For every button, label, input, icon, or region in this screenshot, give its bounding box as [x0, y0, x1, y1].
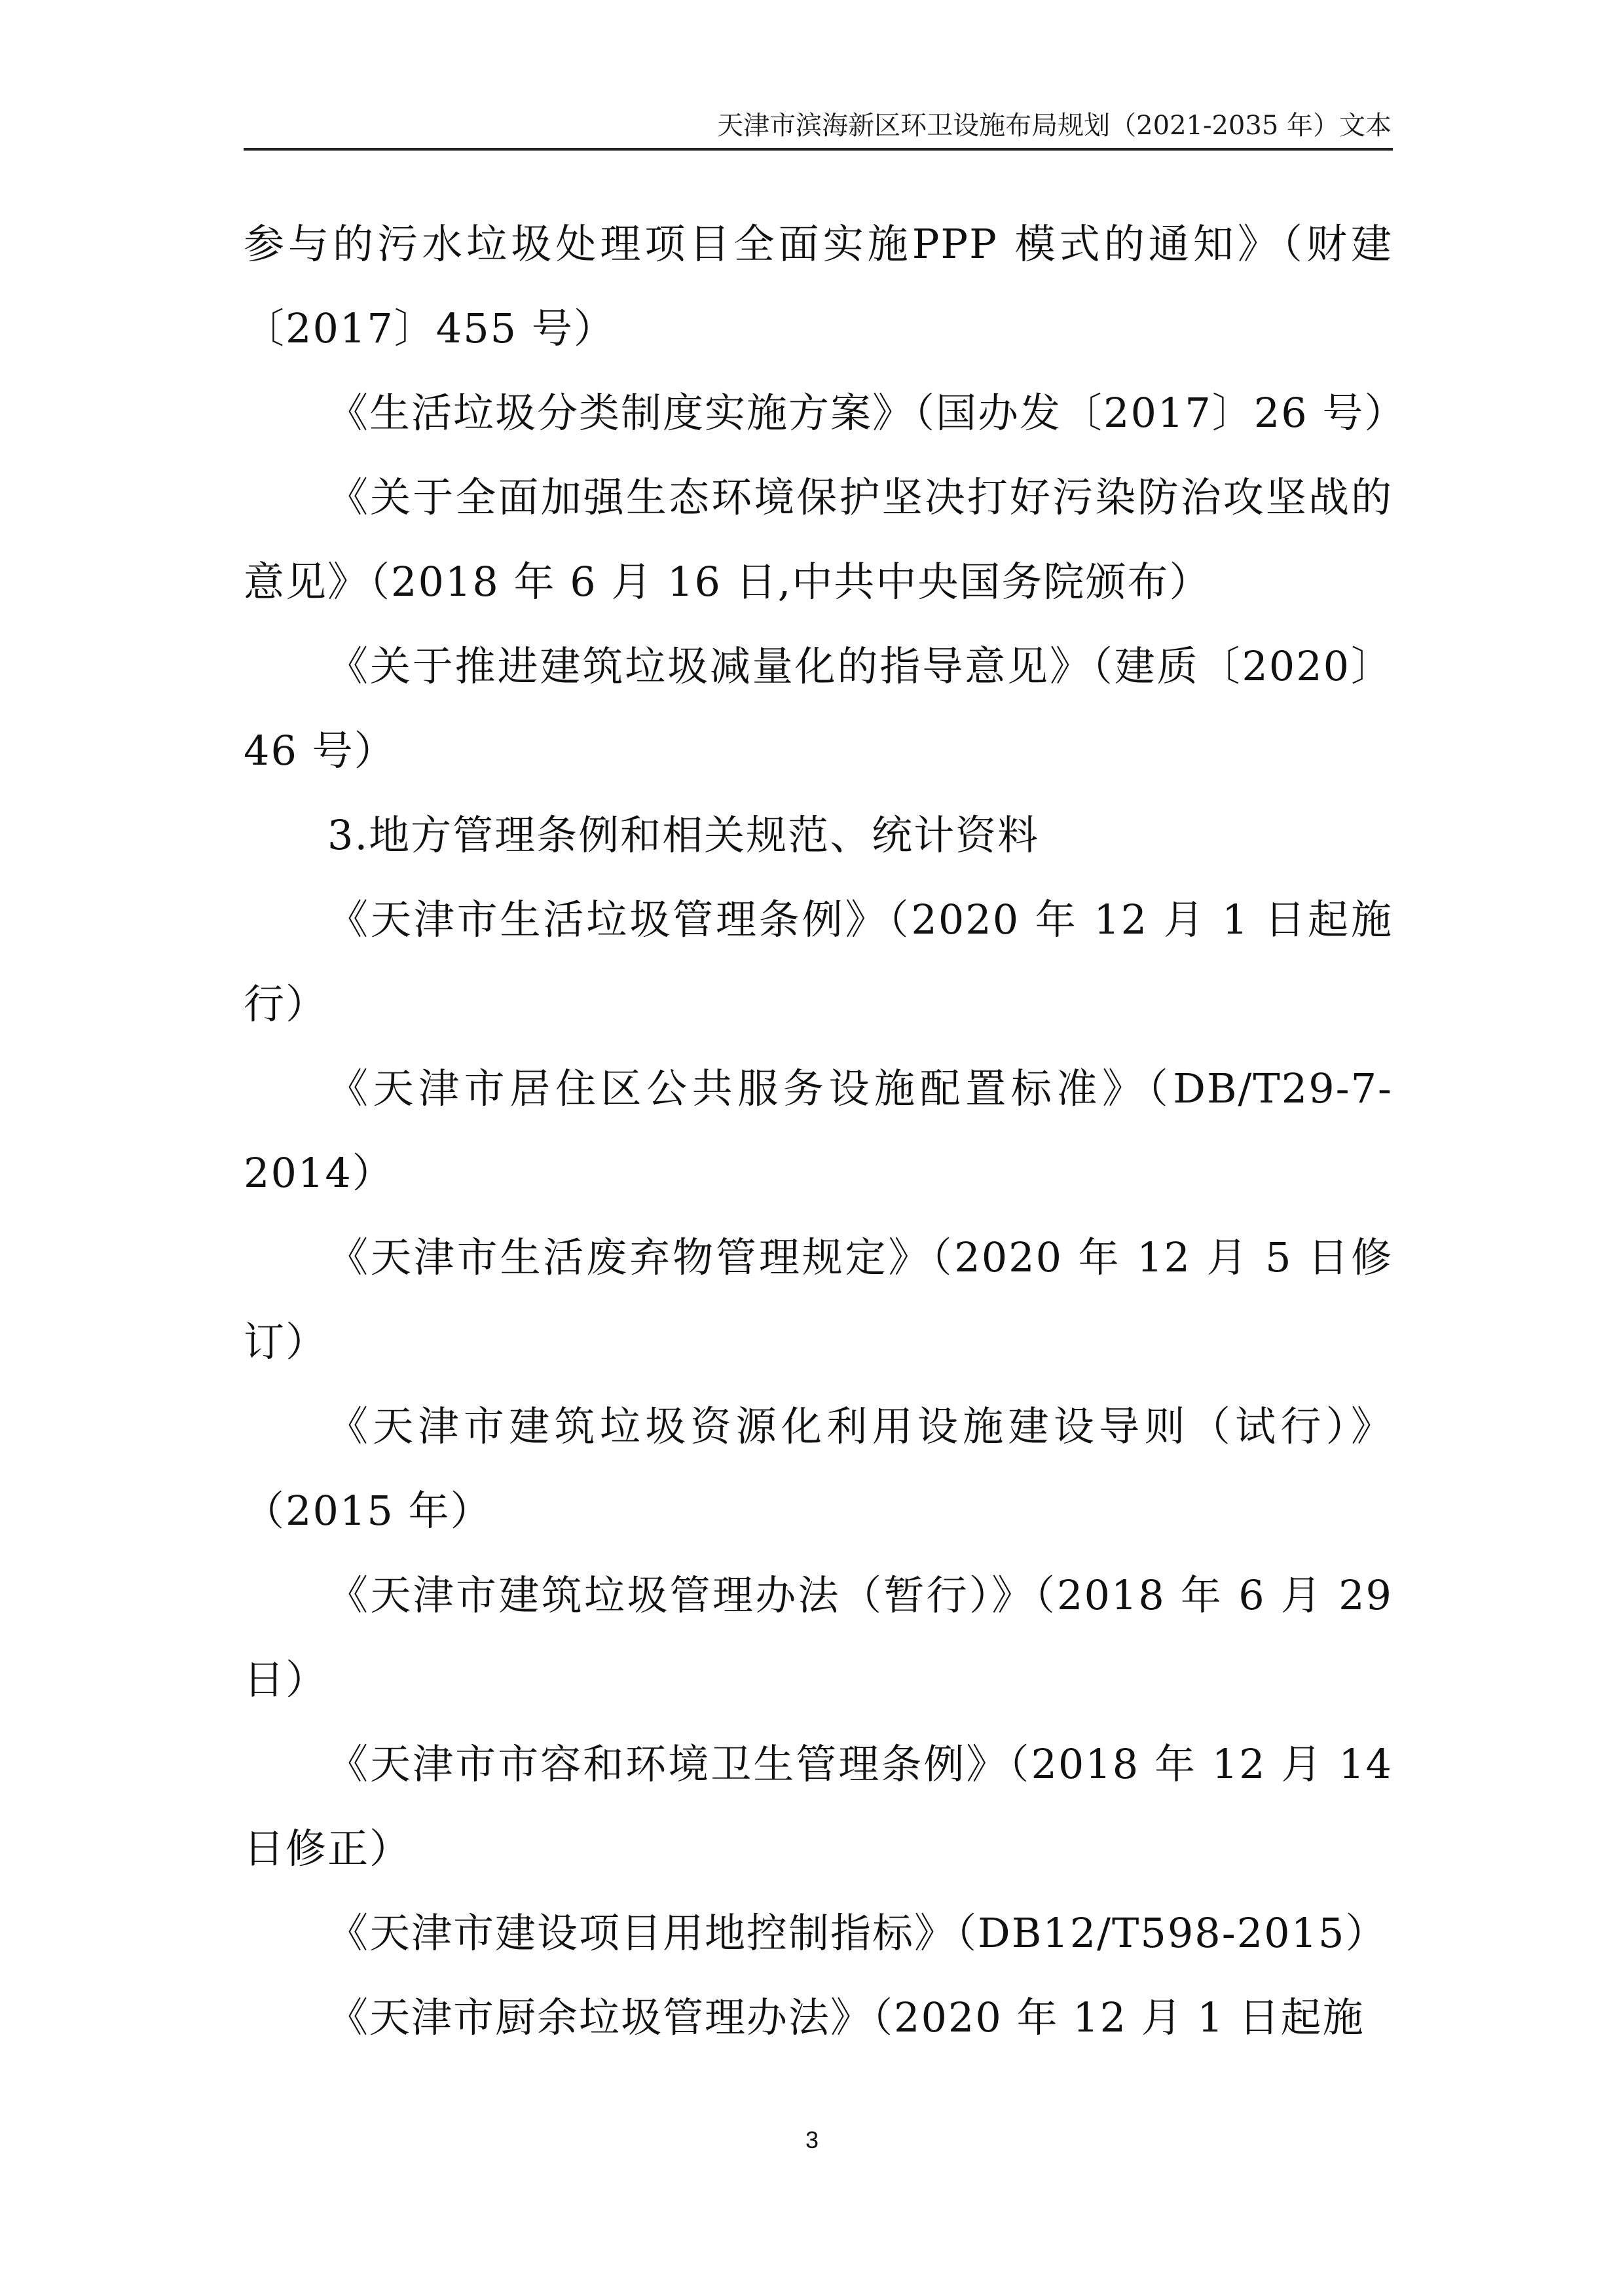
paragraph-6: 《天津市生活垃圾管理条例》（2020 年 12 月 1 日起施行） [244, 896, 1393, 1028]
paragraph-1: 参与的污水垃圾处理项目全面实施PPP 模式的通知》（财建〔2017〕455 号） [244, 220, 1393, 352]
paragraph-9: 《天津市建筑垃圾资源化利用设施建设导则（试行）》（2015 年） [244, 1402, 1393, 1535]
paragraph-8: 《天津市生活废弃物管理规定》（2020 年 12 月 5 日修订） [244, 1233, 1393, 1366]
paragraph-11: 《天津市市容和环境卫生管理条例》（2018 年 12 月 14 日修正） [244, 1740, 1393, 1872]
paragraph-12: 《天津市建设项目用地控制指标》（DB12/T598-2015） [327, 1909, 1388, 1957]
paragraph-7: 《天津市居住区公共服务设施配置标准》（DB/T29-7-2014） [244, 1065, 1393, 1197]
paragraph-4: 《关于推进建筑垃圾减量化的指导意见》（建质〔2020〕46 号） [244, 642, 1393, 774]
page-number: 3 [805, 2126, 819, 2153]
document-body [244, 202, 1407, 2060]
header-divider [244, 148, 1393, 151]
paragraph-13: 《天津市厨余垃圾管理办法》（2020 年 12 月 1 日起施 [327, 1994, 1365, 2041]
paragraph-2: 《生活垃圾分类制度实施方案》（国办发〔2017〕26 号） [327, 389, 1407, 437]
section-heading-3: 3.地方管理条例和相关规范、统计资料 [327, 811, 1040, 859]
paragraph-3: 《关于全面加强生态环境保护坚决打好污染防治攻坚战的意见》（2018 年 6 月 16 日,中共中央国务院颁布） [244, 473, 1393, 606]
paragraph-10: 《天津市建筑垃圾管理办法（暂行）》（2018 年 6 月 29 日） [244, 1571, 1393, 1704]
document-header-title: 天津市滨海新区环卫设施布局规划（2021-2035 年）文本 [717, 111, 1392, 141]
